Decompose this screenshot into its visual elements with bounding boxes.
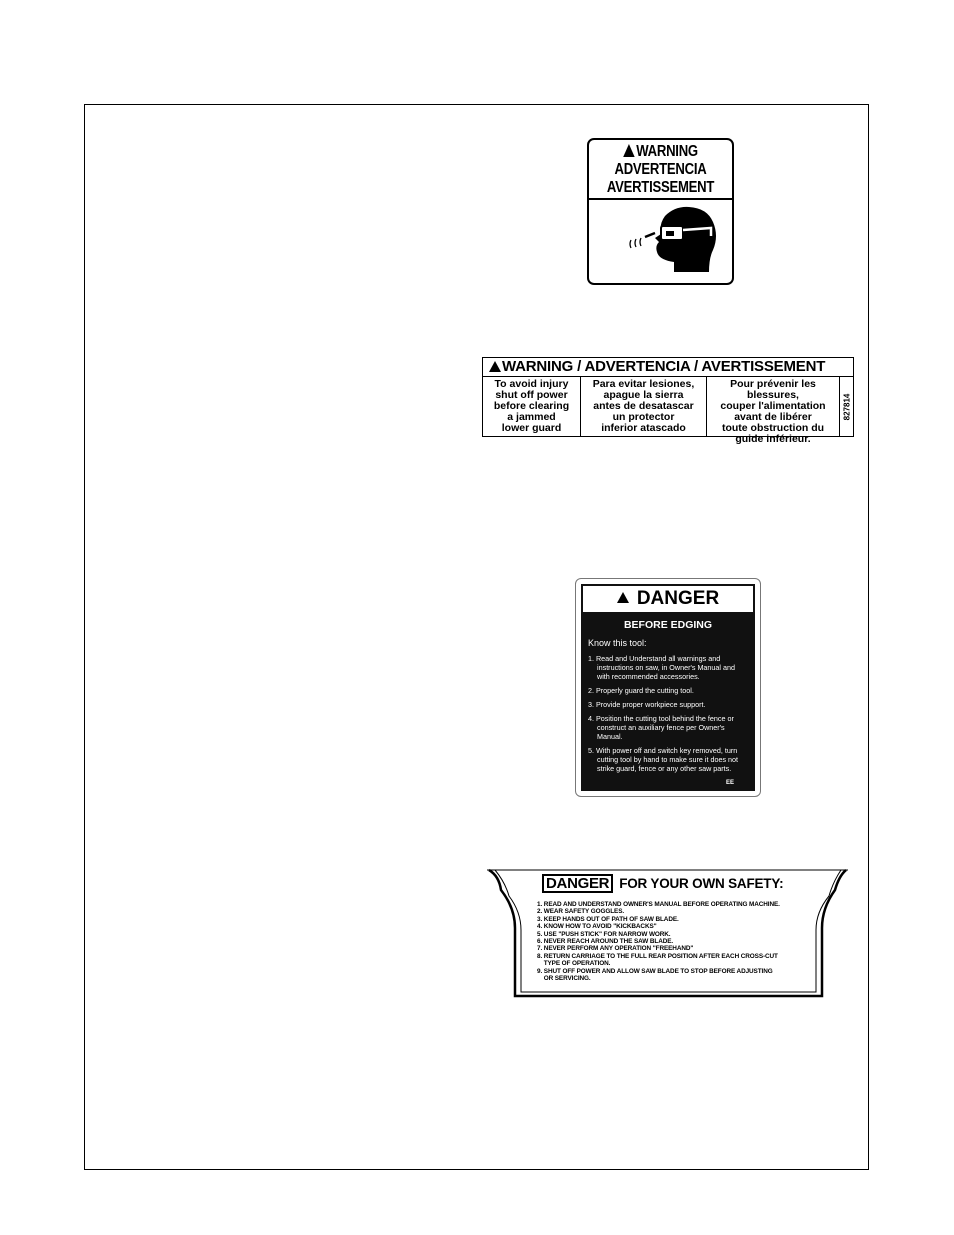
edging-code: EE <box>725 780 734 786</box>
list-item: 6. NEVER REACH AROUND THE SAW BLADE. <box>537 938 674 946</box>
warning-triangle-icon <box>623 144 634 157</box>
edging-intro: Know this tool: <box>588 638 647 648</box>
before-edging-danger-label <box>575 578 761 797</box>
lower-guard-warning-title <box>483 358 853 377</box>
list-item: 5. USE "PUSH STICK" FOR NARROW WORK. <box>537 930 671 938</box>
warning-triangle-icon <box>617 592 629 603</box>
english-instruction: To avoid injury shut off power before clearing a jammed lower guard <box>483 377 581 436</box>
edging-subheading: BEFORE EDGING <box>623 619 713 631</box>
list-item: 4. KNOW HOW TO AVOID "KICKBACKS" <box>537 923 657 931</box>
own-safety-danger-label <box>487 868 848 998</box>
list-item: 4. Position the cutting tool behind the fence or construct an auxiliary fence per Owner's Manual. <box>588 713 734 741</box>
goggles-warning-label <box>587 138 734 285</box>
list-item: 3. KEEP HANDS OUT OF PATH OF SAW BLADE. <box>537 915 679 923</box>
own-safety-heading <box>542 874 783 893</box>
list-item: 8. RETURN CARRIAGE TO THE FULL REAR POSITION AFTER EACH CROSS-CUT <box>537 952 778 960</box>
goggles-warning-line-2: ADVERTENCIA <box>614 161 707 178</box>
part-number: 827814 <box>842 393 851 420</box>
list-item: 5. With power off and switch key removed, turn cutting tool by hand to make sure it does not strike guard, fence or any other saw parts. <box>588 745 739 774</box>
list-item: 1. Read and Understand all warnings and instructions on saw, in Owner's Manual and with recommended accessories. <box>588 654 736 682</box>
goggles-warning-line-1: WARNING <box>636 143 698 160</box>
list-item: 7. NEVER PERFORM ANY OPERATION "FREEHAND" <box>537 945 694 953</box>
safety-danger-word: DANGER <box>542 874 613 893</box>
goggles-warning-header <box>589 140 732 200</box>
spanish-instruction: Para evitar lesiones, apague la sierra antes de desatascar un protector inferior atascado <box>581 377 707 436</box>
lower-guard-title-text: WARNING / ADVERTENCIA / AVERTISSEMENT <box>502 358 826 375</box>
list-item: 3. Provide proper workpiece support. <box>588 699 706 709</box>
safety-title: FOR YOUR OWN SAFETY: <box>619 876 784 891</box>
edging-instruction-list <box>588 654 747 773</box>
edging-heading-text: DANGER <box>636 588 720 609</box>
safety-instruction-list <box>537 901 780 982</box>
warning-triangle-icon <box>489 361 501 372</box>
list-item: OR SERVICING. <box>537 975 591 983</box>
french-instruction: Pour prévenir les blessures, couper l'alimentation avant de libérer toute obstruction du guide inférieur. <box>707 377 840 436</box>
lower-guard-warning-label <box>482 357 854 445</box>
edging-danger-heading <box>583 586 753 612</box>
safety-goggles-icon <box>589 202 731 282</box>
list-item: TYPE OF OPERATION. <box>537 960 611 968</box>
list-item: 9. SHUT OFF POWER AND ALLOW SAW BLADE TO STOP BEFORE ADJUSTING <box>537 967 773 975</box>
list-item: 2. WEAR SAFETY GOGGLES. <box>537 908 625 916</box>
list-item: 1. READ AND UNDERSTAND OWNER'S MANUAL BEFORE OPERATING MACHINE. <box>537 901 780 908</box>
goggles-warning-line-3: AVERTISSEMENT <box>606 179 715 196</box>
list-item: 2. Properly guard the cutting tool. <box>588 686 694 696</box>
